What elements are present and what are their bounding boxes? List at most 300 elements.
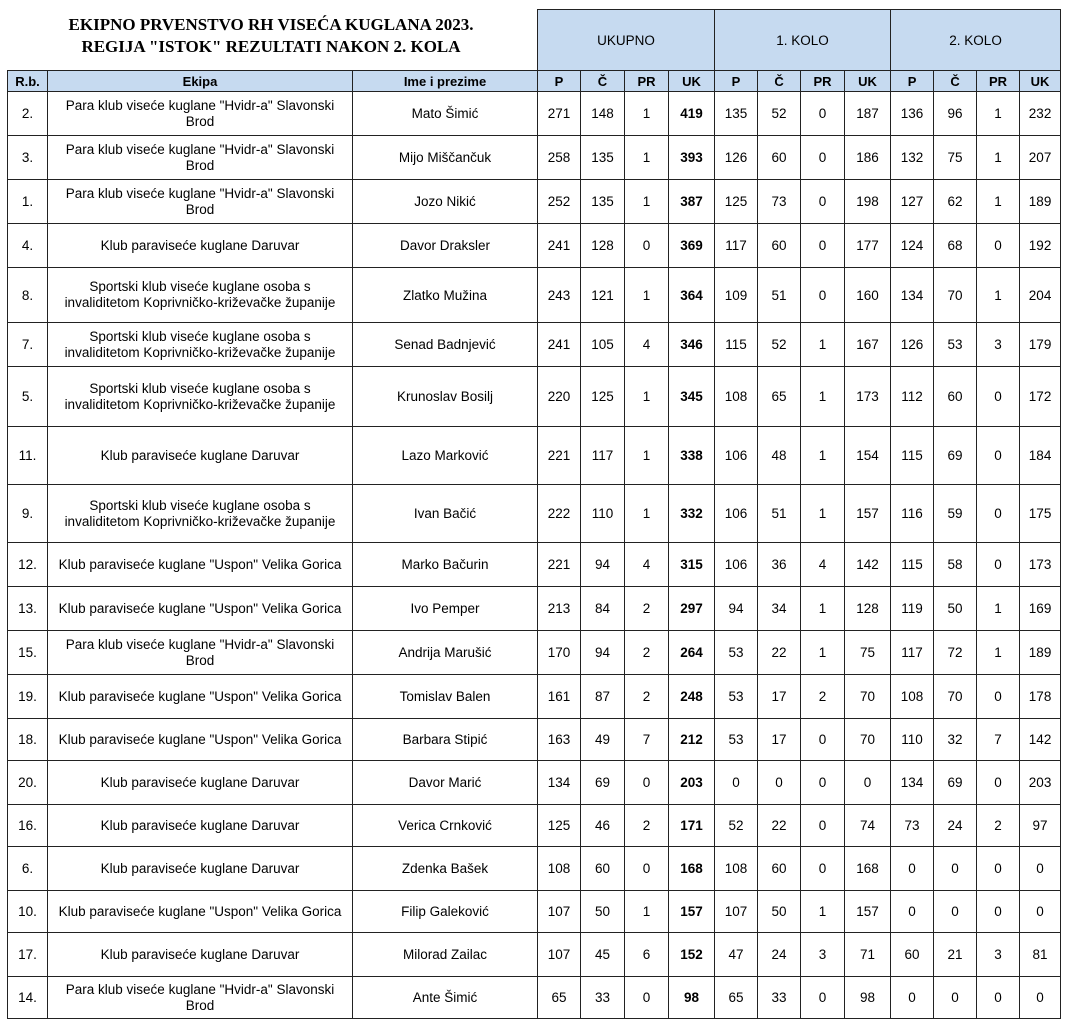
total-misses-cell: 1 (625, 891, 669, 933)
total-clears-cell: 128 (581, 224, 625, 268)
r1-pins-cell: 106 (715, 543, 758, 587)
rank-cell: 2. (8, 92, 48, 136)
total-total-cell: 168 (669, 847, 715, 891)
team-cell: Klub paraviseće kuglane Daruvar (48, 805, 353, 847)
player-name-cell: Zlatko Mužina (353, 268, 538, 323)
r1-total-cell: 187 (845, 92, 891, 136)
r1-misses-cell: 0 (801, 92, 845, 136)
column-header: Ime i prezime (353, 71, 538, 92)
total-clears-cell: 69 (581, 761, 625, 805)
rank-cell: 19. (8, 675, 48, 719)
r1-pins-cell: 52 (715, 805, 758, 847)
r1-clears-cell: 73 (758, 180, 801, 224)
r2-misses-cell: 0 (977, 977, 1020, 1019)
r2-total-cell: 189 (1020, 180, 1061, 224)
r1-total-cell: 98 (845, 977, 891, 1019)
r1-pins-cell: 135 (715, 92, 758, 136)
group-header-row (8, 10, 1061, 71)
rank-cell: 5. (8, 367, 48, 427)
r2-pins-cell: 110 (891, 719, 934, 761)
r2-pins-cell: 119 (891, 587, 934, 631)
team-cell: Klub paraviseće kuglane "Uspon" Velika Gorica (48, 543, 353, 587)
table-row (8, 719, 1061, 761)
column-header: Č (581, 71, 625, 92)
table-row (8, 136, 1061, 180)
r1-pins-cell: 117 (715, 224, 758, 268)
total-pins-cell: 163 (538, 719, 581, 761)
r2-clears-cell: 70 (934, 268, 977, 323)
total-clears-cell: 121 (581, 268, 625, 323)
rank-cell: 4. (8, 224, 48, 268)
r2-pins-cell: 0 (891, 977, 934, 1019)
r1-clears-cell: 34 (758, 587, 801, 631)
r1-clears-cell: 52 (758, 92, 801, 136)
total-total-cell: 393 (669, 136, 715, 180)
group-round-2: 2. KOLO (891, 10, 1061, 71)
player-name-cell: Barbara Stipić (353, 719, 538, 761)
r2-total-cell: 0 (1020, 847, 1061, 891)
total-pins-cell: 65 (538, 977, 581, 1019)
player-name-cell: Filip Galeković (353, 891, 538, 933)
total-misses-cell: 4 (625, 543, 669, 587)
total-pins-cell: 222 (538, 485, 581, 543)
column-header: UK (669, 71, 715, 92)
total-misses-cell: 2 (625, 631, 669, 675)
rank-cell: 16. (8, 805, 48, 847)
total-misses-cell: 1 (625, 268, 669, 323)
player-name-cell: Ivan Bačić (353, 485, 538, 543)
title-line-1: EKIPNO PRVENSTVO RH VISEĆA KUGLANA 2023. (68, 15, 474, 34)
total-total-cell: 345 (669, 367, 715, 427)
r2-total-cell: 204 (1020, 268, 1061, 323)
r1-pins-cell: 126 (715, 136, 758, 180)
r2-total-cell: 0 (1020, 977, 1061, 1019)
total-pins-cell: 220 (538, 367, 581, 427)
r1-clears-cell: 51 (758, 268, 801, 323)
total-clears-cell: 125 (581, 367, 625, 427)
r1-pins-cell: 125 (715, 180, 758, 224)
total-total-cell: 387 (669, 180, 715, 224)
r2-clears-cell: 0 (934, 891, 977, 933)
total-clears-cell: 45 (581, 933, 625, 977)
r1-pins-cell: 106 (715, 427, 758, 485)
rank-cell: 1. (8, 180, 48, 224)
player-name-cell: Krunoslav Bosilj (353, 367, 538, 427)
r2-misses-cell: 0 (977, 761, 1020, 805)
rank-cell: 10. (8, 891, 48, 933)
total-total-cell: 315 (669, 543, 715, 587)
r1-misses-cell: 1 (801, 323, 845, 367)
total-misses-cell: 0 (625, 224, 669, 268)
r2-total-cell: 184 (1020, 427, 1061, 485)
team-cell: Sportski klub viseće kuglane osoba s invaliditetom Koprivničko-križevačke županije (48, 268, 353, 323)
r1-misses-cell: 0 (801, 180, 845, 224)
total-pins-cell: 252 (538, 180, 581, 224)
rank-cell: 6. (8, 847, 48, 891)
r1-total-cell: 70 (845, 719, 891, 761)
total-misses-cell: 1 (625, 180, 669, 224)
r2-misses-cell: 1 (977, 180, 1020, 224)
total-pins-cell: 258 (538, 136, 581, 180)
r1-pins-cell: 47 (715, 933, 758, 977)
total-total-cell: 248 (669, 675, 715, 719)
r2-misses-cell: 3 (977, 933, 1020, 977)
r2-total-cell: 175 (1020, 485, 1061, 543)
r1-clears-cell: 22 (758, 805, 801, 847)
total-misses-cell: 0 (625, 847, 669, 891)
r1-total-cell: 75 (845, 631, 891, 675)
r1-misses-cell: 3 (801, 933, 845, 977)
table-row (8, 92, 1061, 136)
total-misses-cell: 2 (625, 675, 669, 719)
total-clears-cell: 50 (581, 891, 625, 933)
team-cell: Para klub viseće kuglane "Hvidr-a" Slavonski Brod (48, 631, 353, 675)
total-clears-cell: 94 (581, 631, 625, 675)
r2-total-cell: 192 (1020, 224, 1061, 268)
r2-misses-cell: 1 (977, 587, 1020, 631)
r2-clears-cell: 70 (934, 675, 977, 719)
r2-total-cell: 142 (1020, 719, 1061, 761)
table-row (8, 891, 1061, 933)
total-pins-cell: 107 (538, 891, 581, 933)
total-misses-cell: 1 (625, 427, 669, 485)
r1-misses-cell: 1 (801, 485, 845, 543)
total-pins-cell: 108 (538, 847, 581, 891)
r1-total-cell: 142 (845, 543, 891, 587)
player-name-cell: Davor Draksler (353, 224, 538, 268)
r1-pins-cell: 106 (715, 485, 758, 543)
total-total-cell: 346 (669, 323, 715, 367)
player-name-cell: Ante Šimić (353, 977, 538, 1019)
r2-clears-cell: 53 (934, 323, 977, 367)
player-name-cell: Mijo Miščančuk (353, 136, 538, 180)
r1-misses-cell: 0 (801, 719, 845, 761)
player-name-cell: Senad Badnjević (353, 323, 538, 367)
table-row (8, 180, 1061, 224)
r2-pins-cell: 0 (891, 891, 934, 933)
r2-pins-cell: 127 (891, 180, 934, 224)
r1-clears-cell: 24 (758, 933, 801, 977)
team-cell: Para klub viseće kuglane "Hvidr-a" Slavonski Brod (48, 136, 353, 180)
r2-pins-cell: 112 (891, 367, 934, 427)
total-clears-cell: 135 (581, 136, 625, 180)
r1-misses-cell: 4 (801, 543, 845, 587)
team-cell: Sportski klub viseće kuglane osoba s invaliditetom Koprivničko-križevačke županije (48, 323, 353, 367)
r2-total-cell: 172 (1020, 367, 1061, 427)
r1-misses-cell: 1 (801, 587, 845, 631)
rank-cell: 14. (8, 977, 48, 1019)
r2-clears-cell: 68 (934, 224, 977, 268)
table-row (8, 587, 1061, 631)
column-header: PR (977, 71, 1020, 92)
player-name-cell: Verica Crnković (353, 805, 538, 847)
total-misses-cell: 1 (625, 485, 669, 543)
r2-misses-cell: 0 (977, 847, 1020, 891)
total-total-cell: 364 (669, 268, 715, 323)
r1-pins-cell: 53 (715, 675, 758, 719)
title-spacer (8, 10, 538, 71)
r2-pins-cell: 134 (891, 268, 934, 323)
total-misses-cell: 2 (625, 805, 669, 847)
total-clears-cell: 87 (581, 675, 625, 719)
total-pins-cell: 271 (538, 92, 581, 136)
r2-clears-cell: 58 (934, 543, 977, 587)
r1-misses-cell: 1 (801, 367, 845, 427)
total-clears-cell: 33 (581, 977, 625, 1019)
player-name-cell: Ivo Pemper (353, 587, 538, 631)
r2-misses-cell: 0 (977, 427, 1020, 485)
r2-clears-cell: 50 (934, 587, 977, 631)
r2-clears-cell: 69 (934, 761, 977, 805)
total-pins-cell: 243 (538, 268, 581, 323)
total-total-cell: 203 (669, 761, 715, 805)
r2-pins-cell: 136 (891, 92, 934, 136)
r2-pins-cell: 124 (891, 224, 934, 268)
r2-clears-cell: 32 (934, 719, 977, 761)
r2-total-cell: 179 (1020, 323, 1061, 367)
r2-clears-cell: 60 (934, 367, 977, 427)
total-pins-cell: 221 (538, 543, 581, 587)
r1-clears-cell: 50 (758, 891, 801, 933)
r2-misses-cell: 7 (977, 719, 1020, 761)
r1-pins-cell: 109 (715, 268, 758, 323)
r2-misses-cell: 1 (977, 92, 1020, 136)
r1-total-cell: 74 (845, 805, 891, 847)
r2-clears-cell: 69 (934, 427, 977, 485)
r2-misses-cell: 0 (977, 891, 1020, 933)
r1-misses-cell: 1 (801, 631, 845, 675)
r1-pins-cell: 65 (715, 977, 758, 1019)
total-clears-cell: 60 (581, 847, 625, 891)
total-total-cell: 369 (669, 224, 715, 268)
r2-clears-cell: 72 (934, 631, 977, 675)
rank-cell: 3. (8, 136, 48, 180)
total-pins-cell: 125 (538, 805, 581, 847)
r2-clears-cell: 59 (934, 485, 977, 543)
total-clears-cell: 110 (581, 485, 625, 543)
rank-cell: 11. (8, 427, 48, 485)
r2-total-cell: 232 (1020, 92, 1061, 136)
r2-pins-cell: 126 (891, 323, 934, 367)
r1-misses-cell: 2 (801, 675, 845, 719)
r2-total-cell: 0 (1020, 891, 1061, 933)
column-header: Č (758, 71, 801, 92)
total-clears-cell: 117 (581, 427, 625, 485)
r2-total-cell: 203 (1020, 761, 1061, 805)
column-header: PR (625, 71, 669, 92)
r2-misses-cell: 3 (977, 323, 1020, 367)
column-header: Č (934, 71, 977, 92)
results-table (7, 9, 1061, 1019)
r1-total-cell: 168 (845, 847, 891, 891)
r2-misses-cell: 0 (977, 543, 1020, 587)
total-misses-cell: 1 (625, 136, 669, 180)
total-clears-cell: 148 (581, 92, 625, 136)
r1-pins-cell: 53 (715, 631, 758, 675)
r1-pins-cell: 0 (715, 761, 758, 805)
r2-pins-cell: 117 (891, 631, 934, 675)
column-header: P (891, 71, 934, 92)
team-cell: Klub paraviseće kuglane "Uspon" Velika Gorica (48, 587, 353, 631)
total-misses-cell: 0 (625, 977, 669, 1019)
r2-clears-cell: 0 (934, 847, 977, 891)
r2-misses-cell: 1 (977, 631, 1020, 675)
r2-misses-cell: 0 (977, 224, 1020, 268)
table-row (8, 224, 1061, 268)
column-header: UK (845, 71, 891, 92)
r1-misses-cell: 0 (801, 977, 845, 1019)
total-pins-cell: 213 (538, 587, 581, 631)
table-row (8, 977, 1061, 1019)
rank-cell: 12. (8, 543, 48, 587)
total-clears-cell: 94 (581, 543, 625, 587)
r2-clears-cell: 24 (934, 805, 977, 847)
r1-pins-cell: 108 (715, 367, 758, 427)
table-row (8, 485, 1061, 543)
column-header: Ekipa (48, 71, 353, 92)
r1-clears-cell: 48 (758, 427, 801, 485)
r2-pins-cell: 60 (891, 933, 934, 977)
r2-total-cell: 97 (1020, 805, 1061, 847)
r1-total-cell: 198 (845, 180, 891, 224)
r1-total-cell: 157 (845, 891, 891, 933)
r2-pins-cell: 116 (891, 485, 934, 543)
r1-total-cell: 71 (845, 933, 891, 977)
r1-misses-cell: 0 (801, 805, 845, 847)
r2-clears-cell: 0 (934, 977, 977, 1019)
total-clears-cell: 105 (581, 323, 625, 367)
rank-cell: 13. (8, 587, 48, 631)
total-misses-cell: 0 (625, 761, 669, 805)
r1-total-cell: 70 (845, 675, 891, 719)
total-total-cell: 212 (669, 719, 715, 761)
player-name-cell: Zdenka Bašek (353, 847, 538, 891)
r1-misses-cell: 1 (801, 891, 845, 933)
table-row (8, 427, 1061, 485)
total-pins-cell: 161 (538, 675, 581, 719)
total-misses-cell: 1 (625, 367, 669, 427)
r1-clears-cell: 60 (758, 847, 801, 891)
rank-cell: 15. (8, 631, 48, 675)
team-cell: Para klub viseće kuglane "Hvidr-a" Slavonski Brod (48, 977, 353, 1019)
r1-clears-cell: 0 (758, 761, 801, 805)
total-clears-cell: 84 (581, 587, 625, 631)
rank-cell: 17. (8, 933, 48, 977)
team-cell: Klub paraviseće kuglane "Uspon" Velika Gorica (48, 891, 353, 933)
r1-misses-cell: 0 (801, 136, 845, 180)
player-name-cell: Andrija Marušić (353, 631, 538, 675)
total-total-cell: 98 (669, 977, 715, 1019)
r1-total-cell: 157 (845, 485, 891, 543)
r1-clears-cell: 52 (758, 323, 801, 367)
table-row (8, 367, 1061, 427)
r1-clears-cell: 17 (758, 719, 801, 761)
r1-pins-cell: 115 (715, 323, 758, 367)
r2-misses-cell: 0 (977, 485, 1020, 543)
r2-misses-cell: 1 (977, 136, 1020, 180)
r1-total-cell: 177 (845, 224, 891, 268)
rank-cell: 9. (8, 485, 48, 543)
team-cell: Sportski klub viseće kuglane osoba s invaliditetom Koprivničko-križevačke županije (48, 367, 353, 427)
total-total-cell: 157 (669, 891, 715, 933)
total-misses-cell: 1 (625, 92, 669, 136)
total-total-cell: 264 (669, 631, 715, 675)
player-name-cell: Marko Bačurin (353, 543, 538, 587)
r2-pins-cell: 108 (891, 675, 934, 719)
team-cell: Klub paraviseće kuglane Daruvar (48, 427, 353, 485)
r2-pins-cell: 132 (891, 136, 934, 180)
title-line-2: REGIJA "ISTOK" REZULTATI NAKON 2. KOLA (81, 37, 461, 56)
r1-clears-cell: 17 (758, 675, 801, 719)
table-row (8, 761, 1061, 805)
r2-misses-cell: 0 (977, 675, 1020, 719)
total-clears-cell: 46 (581, 805, 625, 847)
team-cell: Sportski klub viseće kuglane osoba s invaliditetom Koprivničko-križevačke županije (48, 485, 353, 543)
table-row (8, 847, 1061, 891)
total-misses-cell: 7 (625, 719, 669, 761)
r1-pins-cell: 107 (715, 891, 758, 933)
team-cell: Klub paraviseće kuglane Daruvar (48, 933, 353, 977)
r2-total-cell: 189 (1020, 631, 1061, 675)
table-row (8, 323, 1061, 367)
r2-misses-cell: 2 (977, 805, 1020, 847)
total-total-cell: 171 (669, 805, 715, 847)
table-row (8, 543, 1061, 587)
rank-cell: 18. (8, 719, 48, 761)
r1-total-cell: 128 (845, 587, 891, 631)
r2-pins-cell: 115 (891, 427, 934, 485)
player-name-cell: Milorad Zailac (353, 933, 538, 977)
r1-clears-cell: 60 (758, 136, 801, 180)
total-pins-cell: 170 (538, 631, 581, 675)
rank-cell: 7. (8, 323, 48, 367)
r1-clears-cell: 51 (758, 485, 801, 543)
r2-pins-cell: 134 (891, 761, 934, 805)
r1-misses-cell: 1 (801, 427, 845, 485)
team-cell: Klub paraviseće kuglane "Uspon" Velika Gorica (48, 719, 353, 761)
team-cell: Klub paraviseće kuglane Daruvar (48, 224, 353, 268)
r2-total-cell: 173 (1020, 543, 1061, 587)
r1-total-cell: 0 (845, 761, 891, 805)
r1-misses-cell: 0 (801, 761, 845, 805)
r2-pins-cell: 115 (891, 543, 934, 587)
r2-clears-cell: 96 (934, 92, 977, 136)
r2-clears-cell: 75 (934, 136, 977, 180)
r2-pins-cell: 73 (891, 805, 934, 847)
r2-total-cell: 178 (1020, 675, 1061, 719)
r1-total-cell: 160 (845, 268, 891, 323)
group-round-1: 1. KOLO (715, 10, 891, 71)
total-clears-cell: 135 (581, 180, 625, 224)
player-name-cell: Mato Šimić (353, 92, 538, 136)
r1-total-cell: 154 (845, 427, 891, 485)
r1-total-cell: 186 (845, 136, 891, 180)
group-total: UKUPNO (538, 10, 715, 71)
r1-clears-cell: 65 (758, 367, 801, 427)
column-header: R.b. (8, 71, 48, 92)
total-total-cell: 152 (669, 933, 715, 977)
column-header: P (538, 71, 581, 92)
r2-clears-cell: 21 (934, 933, 977, 977)
r1-clears-cell: 33 (758, 977, 801, 1019)
column-header: P (715, 71, 758, 92)
r1-misses-cell: 0 (801, 847, 845, 891)
r2-total-cell: 81 (1020, 933, 1061, 977)
r1-misses-cell: 0 (801, 224, 845, 268)
player-name-cell: Davor Marić (353, 761, 538, 805)
r2-clears-cell: 62 (934, 180, 977, 224)
table-row (8, 933, 1061, 977)
